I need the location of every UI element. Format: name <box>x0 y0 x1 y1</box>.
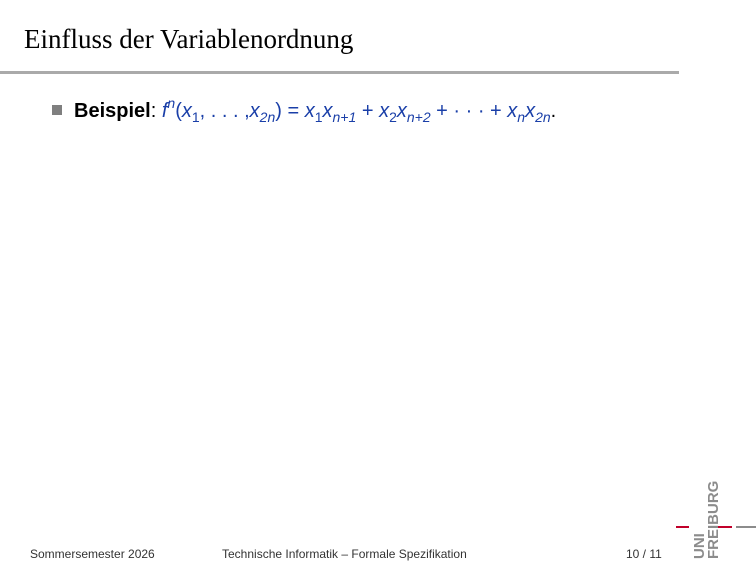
formula-eq: = <box>281 100 305 122</box>
footer-semester: Sommersemester 2026 <box>30 547 155 561</box>
formula-sub: 2n <box>259 109 276 125</box>
formula-open: ( <box>175 100 182 122</box>
formula-plus: + <box>430 100 454 122</box>
formula-close: ) <box>275 100 282 122</box>
bullet-item <box>52 97 556 125</box>
formula-sup-n: n <box>167 95 176 111</box>
formula-cdots: · · · <box>453 100 485 122</box>
formula-sub: 2 <box>389 109 397 125</box>
logo-freiburg-text: FREIBURG <box>705 480 722 559</box>
formula-sub: n+1 <box>332 109 357 125</box>
formula-f: f <box>161 100 168 122</box>
item-label: Beispiel <box>74 100 151 122</box>
formula-sub: 1 <box>314 109 323 125</box>
formula-x: x <box>379 100 390 122</box>
formula-x: x <box>304 100 315 122</box>
slide-title: Einfluss der Variablenordnung <box>24 24 354 54</box>
formula-x: x <box>181 100 192 122</box>
formula-sub: 2n <box>535 109 551 125</box>
item-separator: : <box>150 100 157 122</box>
formula-end: . <box>550 100 557 122</box>
formula-sub: n+2 <box>406 109 431 125</box>
formula <box>161 95 551 125</box>
logo-uni-text: UNI <box>691 533 708 559</box>
formula-x: x <box>322 100 333 122</box>
formula-sub: 1 <box>191 109 200 125</box>
formula-plus: + <box>484 100 508 122</box>
formula-x: x <box>249 100 260 122</box>
formula-x: x <box>525 100 536 122</box>
uni-freiburg-logo <box>676 480 756 567</box>
logo-gray-bar <box>736 526 756 528</box>
footer-page-number: 10 / 11 <box>626 547 662 561</box>
logo-red-bar-left <box>676 526 689 528</box>
formula-dots: , . . . , <box>199 100 250 122</box>
formula-x: x <box>507 100 518 122</box>
footer-course: Technische Informatik – Formale Spezifikation <box>222 547 467 561</box>
title-rule <box>0 71 679 74</box>
formula-x: x <box>396 100 407 122</box>
formula-plus: + <box>356 100 380 122</box>
square-bullet-icon <box>52 105 62 115</box>
formula-sub: n <box>517 109 526 125</box>
